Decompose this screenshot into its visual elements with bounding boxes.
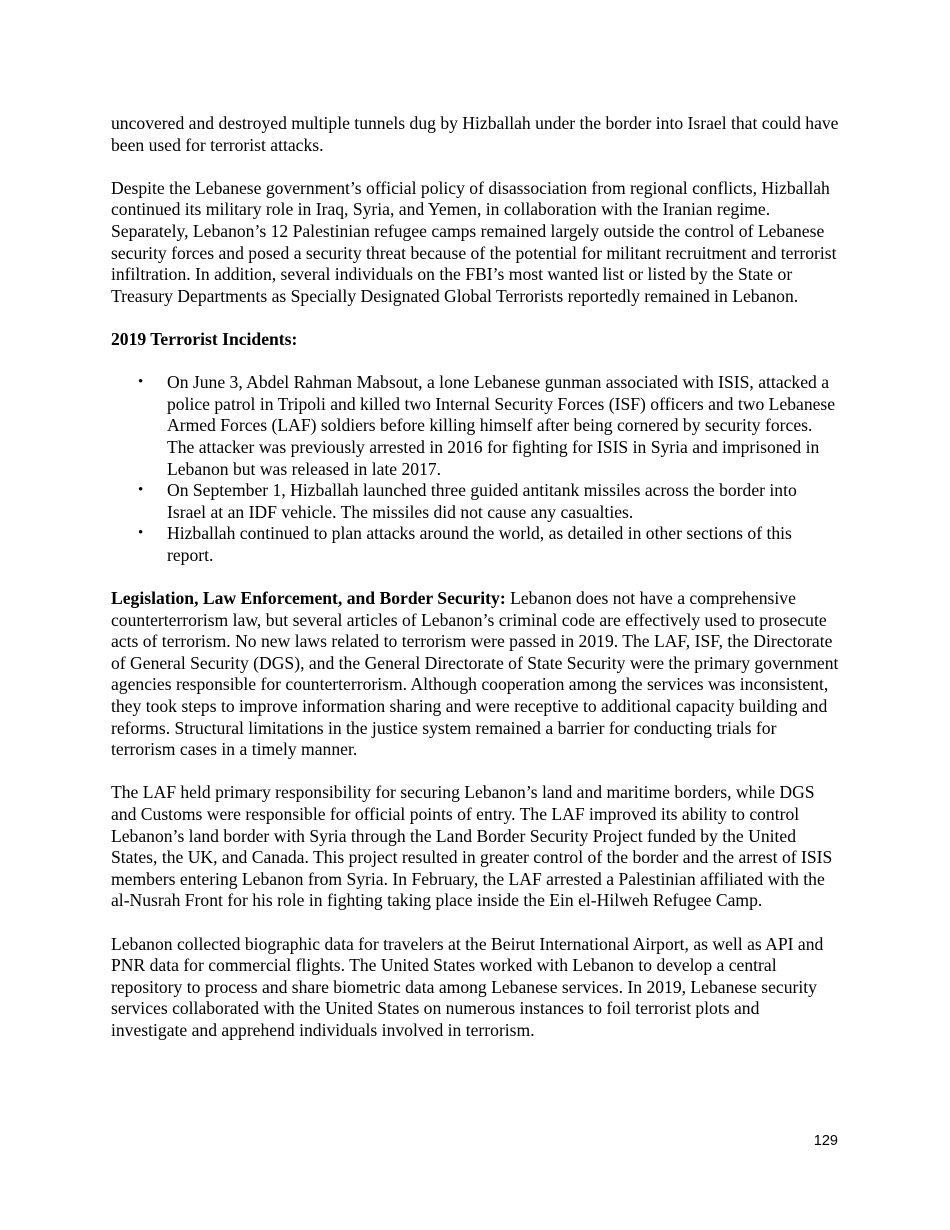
incident-text: On September 1, Hizballah launched three guided antitank missiles across the border into Israel at an IDF vehicle. The missiles did not cause any casualties. [167, 480, 797, 522]
paragraph-biographic-data: Lebanon collected biographic data for travelers at the Beirut International Airport, as well as API and PNR data for commercial flights. The United States worked with Lebanon to develop a central repository to process and share biometric data among Lebanese services. In 2019, Lebanese security services collaborated with the United States on numerous instances to foil terrorist plots and investigate and apprehend individuals involved in terrorism. [111, 933, 824, 1040]
paragraph-hizballah-role: Despite the Lebanese government’s official policy of disassociation from regional conflicts, Hizballah continued its military role in Iraq, Syria, and Yemen, in collaboration with the Iranian regime. Separately, Lebanon’s 12 Palestinian refugee camps remained largely outside the control of Lebanese security forces and posed a security threat because of the potential for militant recruitment and terrorist infiltration. In addition, several individuals on the FBI’s most wanted list or listed by the State or Treasury Departments as Specially Designated Global Terrorists reportedly remained in Lebanon. [111, 177, 837, 306]
paragraph-borders: The LAF held primary responsibility for securing Lebanon’s land and maritime borders, while DGS and Customs were responsible for official points of entry. The LAF improved its ability to control Lebanon’s land border with Syria through the Land Border Security Project funded by the United States, the UK, and Canada. This project resulted in greater control of the border and the arrest of ISIS members entering Lebanon from Syria. In February, the LAF arrested a Palestinian affiliated with the al-Nusrah Front for his role in fighting taking place inside the Ein el-Hilweh Refugee Camp. [111, 782, 833, 911]
legislation-text: Lebanon does not have a comprehensive counterterrorism law, but several articles of Lebanon’s criminal code are effectively used to prosecute acts of terrorism. No new laws related to terrorism were passed in 2019. The LAF, ISF, the Directorate of General Security (DGS), and the General Directorate of State Security were the primary government agencies responsible for counterterrorism. Although cooperation among the services was inconsistent, they took steps to improve information sharing and were receptive to additional capacity building and reforms. Structural limitations in the justice system remained a barrier for conducting trials for terrorism cases in a timely manner. [111, 588, 839, 760]
incident-text: On June 3, Abdel Rahman Mabsout, a lone Lebanese gunman associated with ISIS, attacked a police patrol in Tripoli and killed two Internal Security Forces (ISF) officers and two Lebanese Armed Forces (LAF) soldiers before killing himself after being cornered by security forces. The attacker was previously arrested in 2016 for fighting for ISIS in Syria and imprisoned in Lebanon but was released in late 2017. [167, 372, 836, 479]
list-item [138, 480, 839, 523]
list-item [138, 523, 839, 566]
list-item [138, 372, 839, 480]
page-number: 129 [813, 1133, 838, 1149]
incidents-heading: 2019 Terrorist Incidents: [111, 328, 298, 349]
body-text [111, 113, 839, 1063]
paragraph-legislation [111, 588, 839, 761]
incidents-list [111, 372, 839, 566]
bullet-icon: • [138, 482, 144, 499]
bullet-icon: • [138, 374, 144, 391]
incident-text: Hizballah continued to plan attacks around the world, as detailed in other sections of this report. [167, 523, 792, 565]
legislation-lead: Legislation, Law Enforcement, and Border Security: [111, 588, 506, 609]
bullet-icon: • [138, 525, 144, 542]
paragraph-tunnels: uncovered and destroyed multiple tunnels dug by Hizballah under the border into Israel that could have been used for terrorist attacks. [111, 113, 839, 155]
